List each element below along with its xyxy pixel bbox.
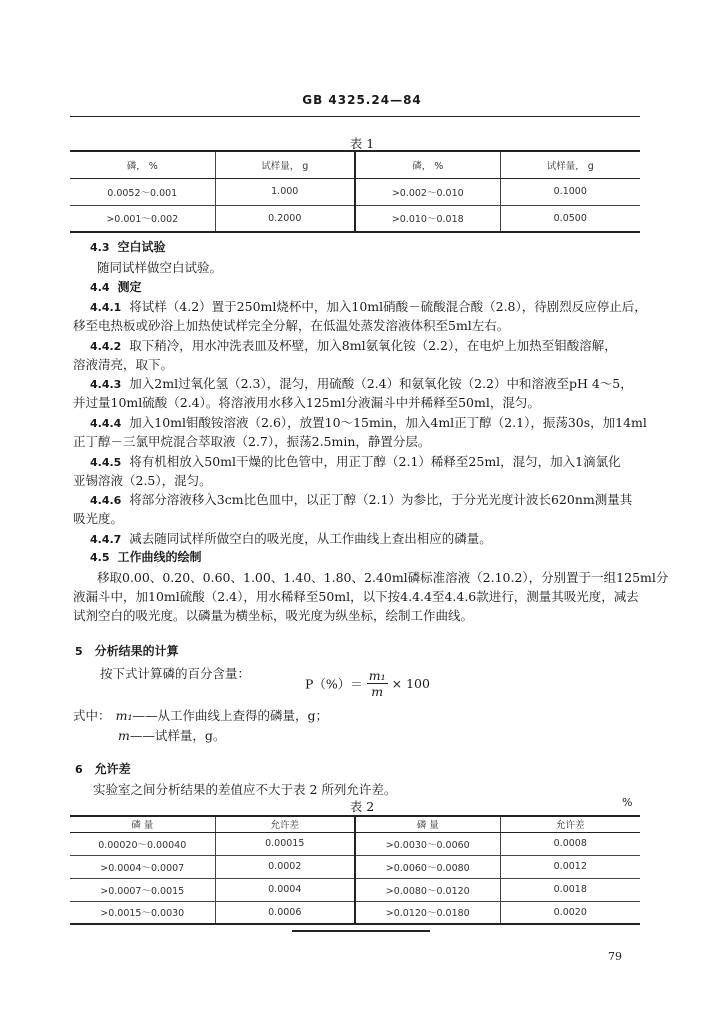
- table1-header-cell: 磷， %: [70, 151, 215, 178]
- clause-number: 4.4.4: [90, 417, 122, 430]
- table1-cell: 0.2000: [215, 205, 355, 232]
- formula-denominator: m: [371, 684, 384, 699]
- where-line-2: [118, 726, 225, 744]
- table2-unit: %: [622, 796, 633, 809]
- table2-caption: 表 2: [349, 799, 375, 814]
- table1-cell: 0.1000: [500, 178, 640, 205]
- table2-cell: 0.0004: [215, 878, 355, 901]
- table2-cell: 0.0018: [500, 878, 640, 901]
- formula-fraction: [367, 668, 388, 699]
- variable-m-definition: ——试样量，g。: [129, 728, 226, 743]
- paragraph-line: 正丁醇－三氯甲烷混合萃取液（2.7），振荡2.5min，静置分层。: [73, 434, 431, 449]
- section-5-heading: [75, 642, 179, 659]
- paragraph-line: 吸光度。: [73, 511, 124, 526]
- table2-cell: >0.0007～0.0015: [70, 878, 215, 901]
- clause-number: 4.4.7: [90, 533, 122, 546]
- table1-cell: 0.0500: [500, 205, 640, 232]
- table2: [70, 815, 640, 925]
- section-title: 测定: [117, 280, 142, 294]
- paragraph-line: 移取0.00、0.20、0.60、1.00、1.40、1.80、2.40ml磷标准溶液（2.10.2），分别置于一组125ml分: [97, 570, 669, 585]
- table2-cell: >0.0030～0.0060: [355, 832, 500, 855]
- clause-number: 4.4.1: [90, 301, 122, 314]
- table2-header-cell: 磷 量: [70, 816, 215, 832]
- formula-rhs: × 100: [391, 676, 430, 691]
- clause-number: 4.4.3: [90, 378, 122, 391]
- section-title: 允许差: [94, 762, 131, 776]
- paragraph-line: 溶液清亮，取下。: [73, 357, 174, 372]
- table2-header-cell: 允许差: [500, 816, 640, 832]
- clause-number: 4.4.6: [90, 494, 122, 507]
- paragraph-line: 加入2ml过氧化氢（2.3），混匀，用硫酸（2.4）和氨氧化铵（2.2）中和溶液至pH 4～5，: [129, 376, 633, 391]
- table2-header-cell: 允许差: [215, 816, 355, 832]
- section-number: 6: [75, 763, 83, 776]
- header-rule: [70, 116, 640, 117]
- section-6-text: 实验室之间分析结果的差值应不大于表 2 所列允许差。: [93, 782, 397, 797]
- section-title: 空白试验: [117, 240, 166, 254]
- table-row: [70, 855, 640, 878]
- paragraph-line: 并过量10ml硫酸（2.4）。将溶液用水移入125ml分液漏斗中并稀释至50ml，混匀。: [73, 395, 540, 410]
- table2-cell: >0.0015～0.0030: [70, 901, 215, 924]
- table2-cell: >0.0120～0.0180: [355, 901, 500, 924]
- table2-header-row: [70, 816, 640, 832]
- paragraph-line: 试剂空白的吸光度。以磷量为横坐标，吸光度为纵坐标，绘制工作曲线。: [73, 608, 474, 623]
- table2-cell: >0.0004～0.0007: [70, 855, 215, 878]
- where-label: 式中：: [73, 708, 111, 723]
- paragraph-4-4-7: [90, 529, 492, 547]
- section-number: 4.3: [90, 241, 110, 254]
- table1-cell: 1.000: [215, 178, 355, 205]
- paragraph-line: 将部分溶液移入3cm比色皿中，以正丁醇（2.1）为参比，于分光光度计波长620nm测量其: [129, 492, 633, 507]
- section-6-heading: [75, 760, 131, 777]
- table1-header-cell: 磷， %: [355, 151, 500, 178]
- running-header: GB 4325.24—84: [302, 93, 422, 107]
- table-row: [70, 901, 640, 924]
- paragraph-4-4-6: [90, 490, 632, 508]
- clause-number: 4.4.5: [90, 456, 122, 469]
- variable-m1-definition: ——从工作曲线上查得的磷量，g；: [132, 708, 329, 723]
- page-number: 79: [608, 950, 622, 963]
- where-line-1: [73, 706, 328, 724]
- paragraph-4-4-3: [90, 374, 633, 392]
- table1-header-cell: 试样量， g: [500, 151, 640, 178]
- section-title: 分析结果的计算: [94, 644, 179, 658]
- table1-cell: 0.0052～0.001: [70, 178, 215, 205]
- table1-caption: 表 1: [349, 136, 375, 151]
- footer-rule: [292, 930, 430, 932]
- table1: [70, 150, 640, 233]
- section-title: 工作曲线的绘制: [117, 550, 202, 564]
- section-number: 4.5: [90, 551, 110, 564]
- table2-header-cell: 磷 量: [355, 816, 500, 832]
- table-row: [70, 832, 640, 855]
- table2-cell: 0.00020～0.00040: [70, 832, 215, 855]
- paragraph-line: 取下稍冷，用水冲洗表皿及杯壁，加入8ml氨氧化铵（2.2），在电炉上加热至钼酸溶解，: [129, 338, 617, 353]
- paragraph-line: 液漏斗中，加10ml硫酸（2.4），用水稀释至50ml，以下按4.4.4至4.4.6款进行，测量其吸光度，减去: [73, 589, 639, 604]
- section-4-3-heading: [90, 238, 165, 255]
- paragraph-4-4-4: [90, 413, 647, 431]
- paragraph-4-4-2: [90, 336, 617, 354]
- table2-cell: 0.0008: [500, 832, 640, 855]
- paragraph-line: 将有机相放入50ml干燥的比色管中，用正丁醇（2.1）稀释至25ml，混匀，加入1滴氯化: [129, 454, 621, 469]
- paragraph-line: 亚锡溶液（2.5），混匀。: [73, 473, 212, 488]
- table2-cell: 0.0006: [215, 901, 355, 924]
- table1-cell: >0.001～0.002: [70, 205, 215, 232]
- table1-header-cell: 试样量， g: [215, 151, 355, 178]
- section-number: 4.4: [90, 281, 110, 294]
- paragraph-line: 减去随同试样所做空白的吸光度，从工作曲线上查出相应的磷量。: [129, 531, 492, 546]
- paragraph-4-4-5: [90, 452, 621, 470]
- section-4-4-heading: [90, 278, 141, 295]
- table2-cell: >0.0060～0.0080: [355, 855, 500, 878]
- table2-cell: 0.0002: [215, 855, 355, 878]
- section-number: 5: [75, 645, 83, 658]
- section-4-5-heading: [90, 548, 201, 565]
- clause-number: 4.4.2: [90, 340, 122, 353]
- table1-header-row: [70, 151, 640, 178]
- paragraph-line: 移至电热板或砂浴上加热使试样完全分解，在低温处蒸发溶液体积至5ml左右。: [73, 318, 510, 333]
- formula: [305, 668, 430, 699]
- table2-cell: 0.0012: [500, 855, 640, 878]
- paragraph-line: 将试样（4.2）置于250ml烧杯中，加入10ml硝酸－硫酸混合酸（2.8），待剧烈反应停止后，: [129, 299, 647, 314]
- paragraph-line: 加入10ml钼酸铵溶液（2.6），放置10～15min，加入4ml正丁醇（2.1），振荡30s，加14ml: [129, 415, 647, 430]
- table-row: [70, 878, 640, 901]
- variable-m: m: [118, 728, 130, 743]
- table-row: [70, 205, 640, 232]
- table1-cell: >0.010～0.018: [355, 205, 500, 232]
- table-row: [70, 178, 640, 205]
- paragraph-4-4-1: [90, 297, 647, 315]
- table2-cell: >0.0080～0.0120: [355, 878, 500, 901]
- section-4-3-text: 随同试样做空白试验。: [97, 260, 223, 275]
- formula-lhs: P（%）＝: [305, 676, 363, 692]
- variable-m1: m₁: [115, 708, 133, 723]
- formula-numerator: m₁: [368, 668, 386, 683]
- formula-intro: 按下式计算磷的百分含量：: [100, 666, 251, 681]
- table1-cell: >0.002～0.010: [355, 178, 500, 205]
- table2-cell: 0.0020: [500, 901, 640, 924]
- table2-cell: 0.00015: [215, 832, 355, 855]
